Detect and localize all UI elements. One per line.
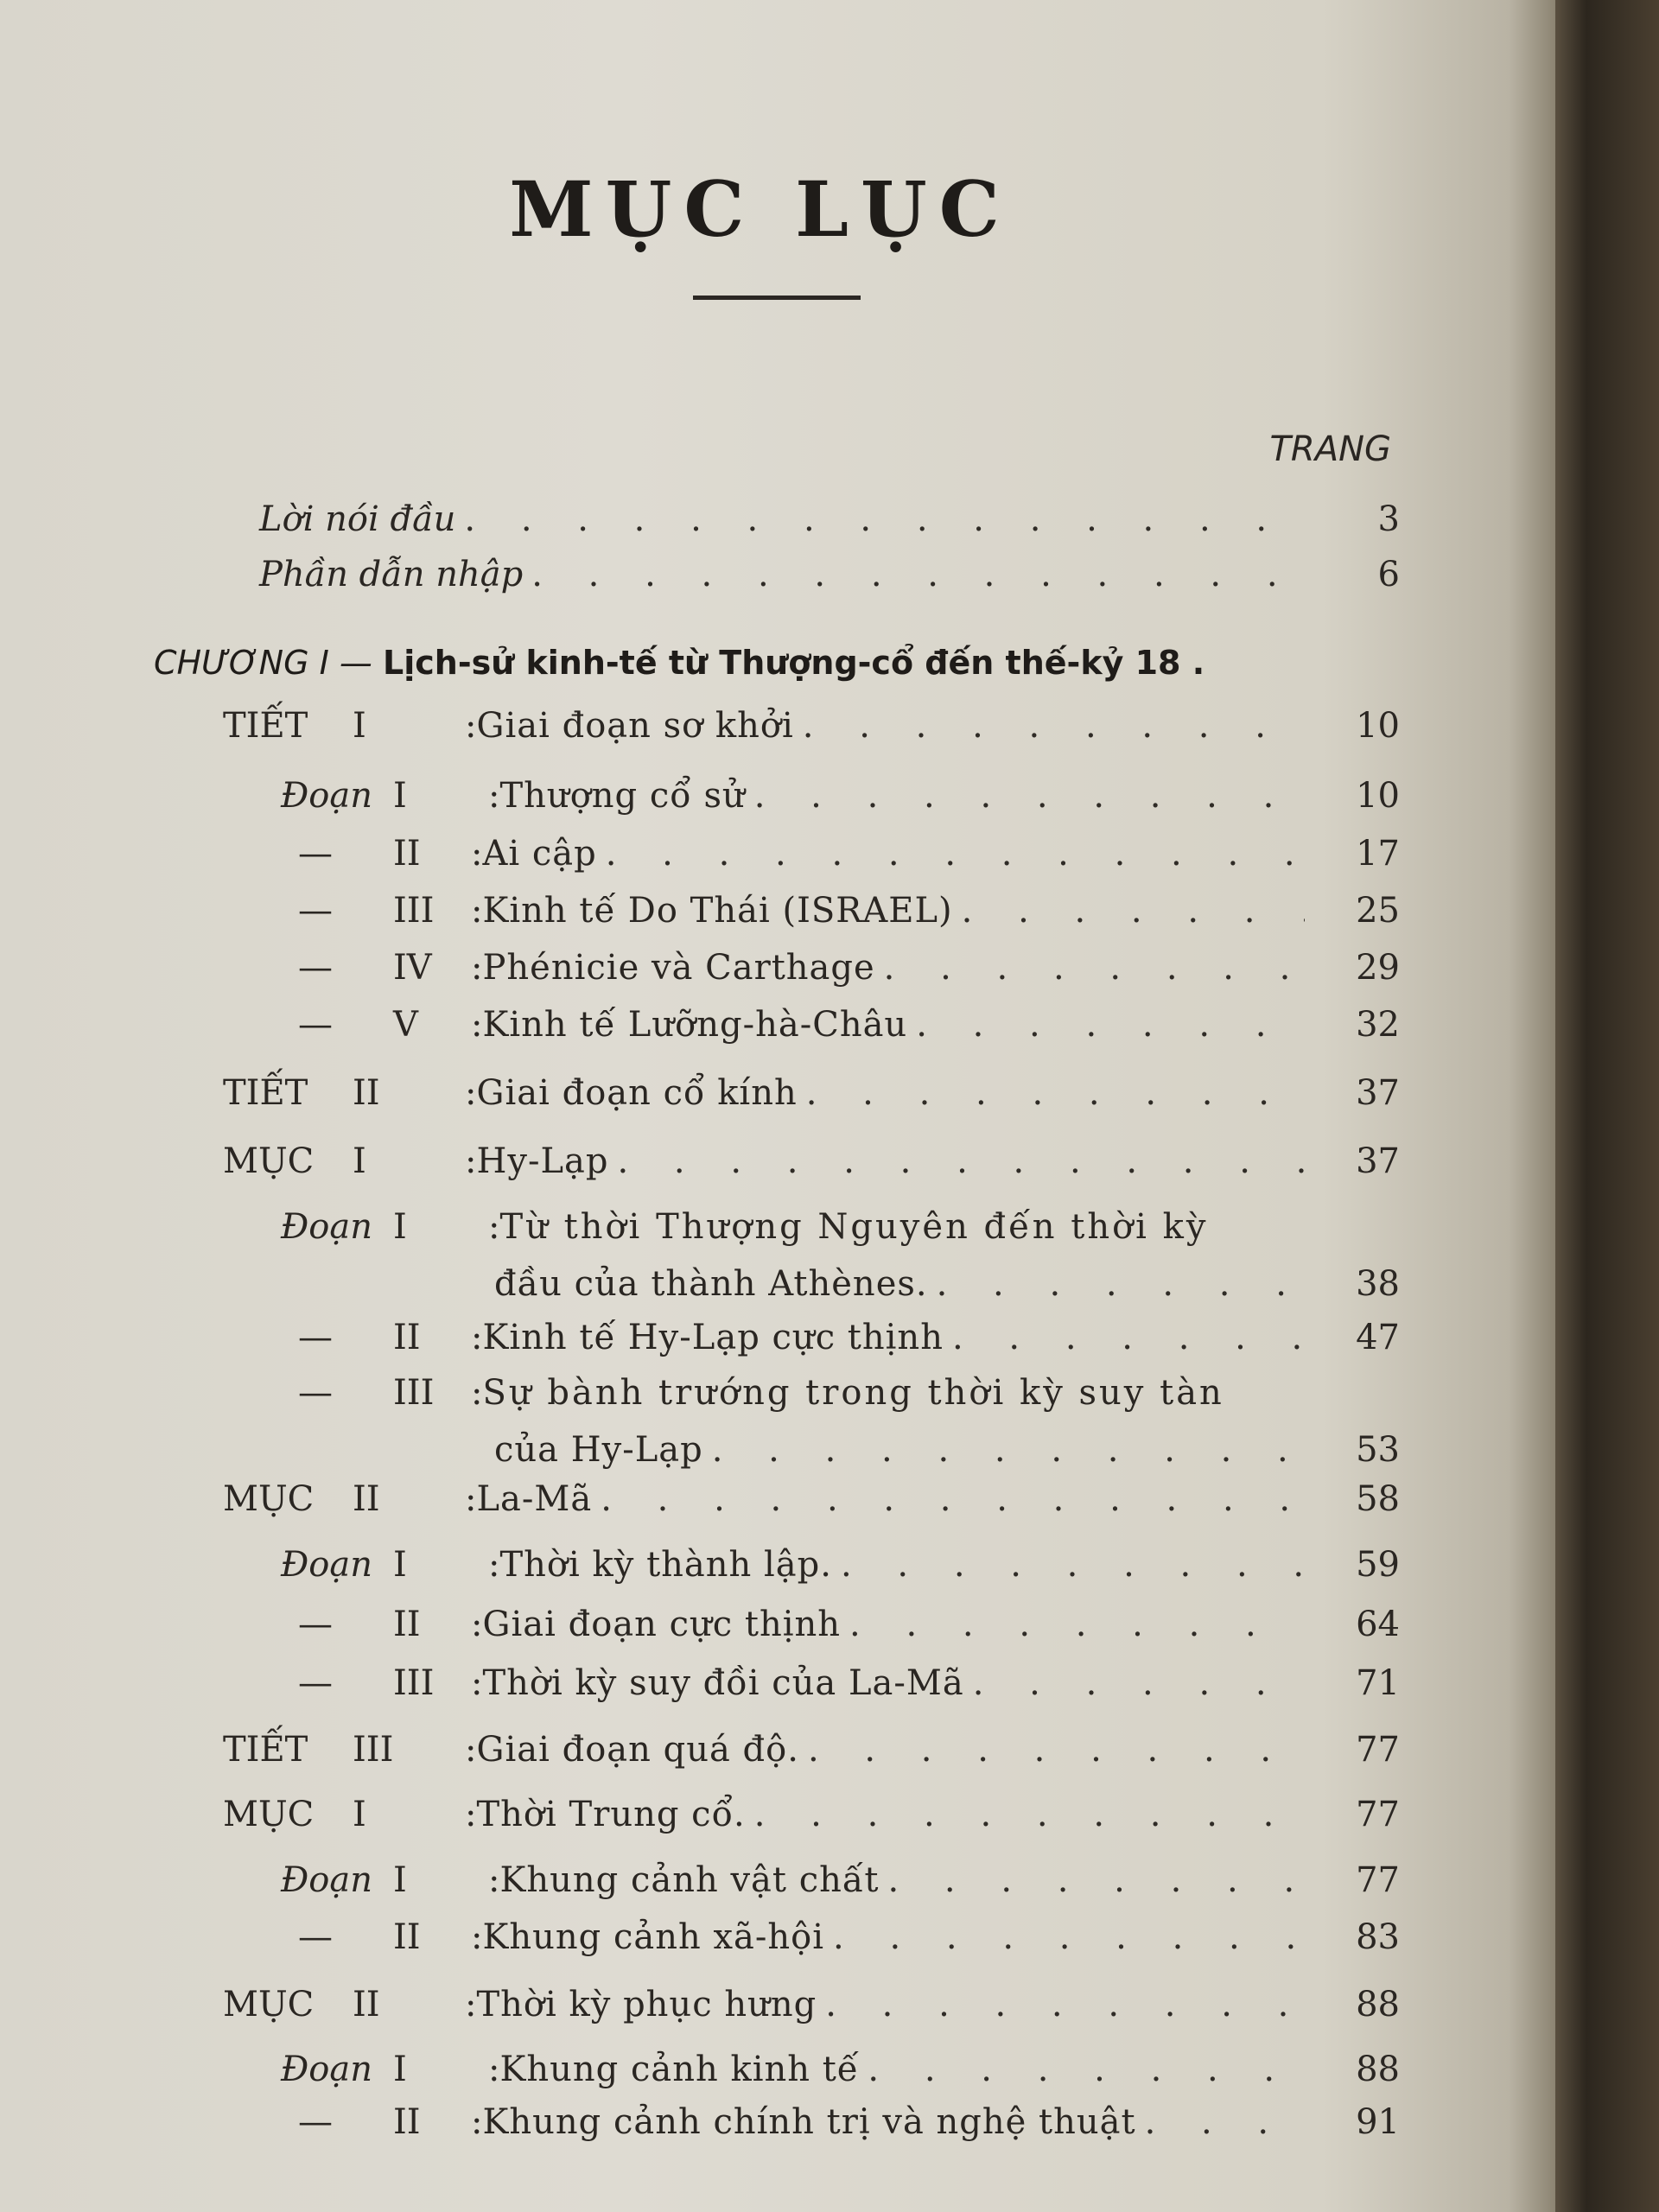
leader-dots	[868, 2050, 1305, 2089]
entry-title: Phần dẫn nhập	[259, 555, 524, 594]
entry-label: Đoạn	[281, 776, 372, 816]
toc-entry	[281, 776, 1400, 824]
entry-title: Phénicie và Carthage	[482, 948, 875, 988]
entry-number: II	[393, 2102, 421, 2142]
leader-dots	[849, 1605, 1305, 1644]
entry-page: 58	[1356, 1479, 1400, 1519]
entry-number: I	[393, 1545, 407, 1585]
entry-label: TIẾT	[223, 1073, 308, 1113]
entry-title: Thời kỳ thành lập.	[499, 1545, 832, 1585]
toc-entry	[281, 2050, 1400, 2098]
leader-dots	[803, 706, 1305, 746]
entry-page: 88	[1356, 2050, 1400, 2089]
entry-page: 59	[1356, 1545, 1400, 1585]
toc-entry	[298, 1663, 1400, 1712]
leader-dots	[937, 1264, 1305, 1304]
entry-number: IV	[393, 948, 432, 988]
entry-colon: :	[465, 1795, 477, 1834]
entry-label: MỤC	[223, 1479, 315, 1519]
entry-page: 77	[1356, 1860, 1400, 1900]
entry-page: 77	[1356, 1795, 1400, 1834]
entry-colon: :	[465, 1985, 477, 2024]
leader-dots	[531, 555, 1305, 594]
entry-title: Kinh tế Lưỡng-hà-Châu	[482, 1005, 908, 1045]
entry-number: II	[393, 1917, 421, 1957]
entry-colon: :	[465, 706, 477, 746]
entry-title: Giai đoạn cổ kính	[476, 1073, 798, 1113]
chapter-heading	[154, 644, 1205, 682]
leader-dots	[806, 1073, 1305, 1113]
entry-title: Sự bành trướng trong thời kỳ suy tàn	[482, 1373, 1224, 1413]
entry-title: Khung cảnh chính trị và nghệ thuật	[482, 2102, 1136, 2142]
entry-number: II	[393, 1318, 421, 1357]
entry-label: MỤC	[223, 1985, 315, 2024]
toc-entry	[298, 1005, 1400, 1053]
entry-colon: :	[471, 2102, 483, 2142]
entry-page: 10	[1356, 776, 1400, 816]
leader-dots	[464, 499, 1305, 539]
page-title: MỤC LỤC	[509, 164, 1012, 254]
entry-title: La-Mã	[476, 1479, 593, 1519]
entry-label: —	[298, 1917, 333, 1957]
leader-dots	[825, 1985, 1305, 2024]
entry-title-continued: đầu của thành Athènes.	[494, 1264, 928, 1304]
entry-colon: :	[471, 1318, 483, 1357]
entry-title: Thời kỳ suy đồi của La-Mã	[482, 1663, 964, 1703]
entry-number: II	[353, 1073, 380, 1113]
entry-number: I	[393, 2050, 407, 2089]
entry-label: Đoạn	[281, 1207, 372, 1247]
leader-dots	[916, 1005, 1305, 1045]
entry-title: Khung cảnh kinh tế	[499, 2050, 860, 2089]
toc-entry	[223, 1073, 1400, 1122]
entry-colon: :	[488, 1860, 500, 1900]
toc-entry	[298, 1373, 1305, 1421]
entry-page: 25	[1356, 891, 1400, 931]
entry-page: 6	[1377, 555, 1400, 594]
entry-page: 77	[1356, 1730, 1400, 1770]
toc-entry	[298, 2102, 1400, 2151]
entry-colon: :	[471, 1663, 483, 1703]
entry-number: II	[353, 1985, 380, 2024]
entry-label: Đoạn	[281, 1545, 372, 1585]
entry-page: 91	[1356, 2102, 1400, 2142]
entry-label: MỤC	[223, 1141, 315, 1181]
entry-label: —	[298, 2102, 333, 2142]
entry-page: 88	[1356, 1985, 1400, 2024]
title-underline	[693, 296, 861, 300]
entry-page: 3	[1377, 499, 1400, 539]
toc-entry	[223, 1730, 1400, 1778]
entry-colon: :	[471, 834, 483, 874]
toc-entry	[298, 891, 1400, 939]
entry-label: Đoạn	[281, 2050, 372, 2089]
toc-entry	[298, 1917, 1400, 1966]
entry-number: III	[393, 1663, 435, 1703]
entry-title: Thượng cổ sử	[499, 776, 746, 816]
entry-colon: :	[471, 1605, 483, 1644]
leader-dots	[754, 1795, 1305, 1834]
leader-dots	[808, 1730, 1305, 1770]
toc-entry	[298, 948, 1400, 996]
entry-title: Giai đoạn cực thịnh	[482, 1605, 842, 1644]
leader-dots	[618, 1141, 1306, 1181]
entry-number: I	[353, 706, 366, 746]
entry-title: Lời nói đầu	[259, 499, 456, 539]
toc-entry	[298, 1605, 1400, 1653]
entry-title: Giai đoạn quá độ.	[476, 1730, 799, 1770]
entry-number: II	[393, 834, 421, 874]
entry-title: Kinh tế Hy-Lạp cực thịnh	[482, 1318, 944, 1357]
toc-entry-continuation	[494, 1264, 1400, 1313]
entry-page: 32	[1356, 1005, 1400, 1045]
entry-page: 83	[1356, 1917, 1400, 1957]
book-spine	[1555, 0, 1659, 2212]
leader-dots	[962, 891, 1305, 931]
entry-label: —	[298, 1318, 333, 1357]
entry-colon: :	[488, 1545, 500, 1585]
leader-dots	[601, 1479, 1305, 1519]
entry-title: Thời kỳ phục hưng	[476, 1985, 817, 2024]
entry-number: I	[393, 1860, 407, 1900]
entry-label: —	[298, 1663, 333, 1703]
leader-dots	[887, 1860, 1305, 1900]
leader-dots	[841, 1545, 1305, 1585]
entry-label: —	[298, 891, 333, 931]
entry-page: 47	[1356, 1318, 1400, 1357]
toc-entry	[259, 555, 1400, 603]
leader-dots	[606, 834, 1305, 874]
toc-entry	[281, 1545, 1400, 1593]
entry-label: —	[298, 834, 333, 874]
entry-number: II	[393, 1605, 421, 1644]
entry-label: MỤC	[223, 1795, 315, 1834]
entry-title: Ai cập	[482, 834, 597, 874]
entry-colon: :	[465, 1730, 477, 1770]
entry-colon: :	[471, 948, 483, 988]
entry-page: 37	[1356, 1141, 1400, 1181]
entry-number: I	[353, 1141, 366, 1181]
toc-entry	[223, 1479, 1400, 1528]
leader-dots	[973, 1663, 1305, 1703]
entry-number: III	[393, 1373, 435, 1413]
chapter-title: Lịch-sử kinh-tế từ Thượng-cổ đến thế-kỷ 18 .	[383, 644, 1205, 682]
entry-colon: :	[488, 776, 500, 816]
entry-label: TIẾT	[223, 1730, 308, 1770]
leader-dots	[884, 948, 1305, 988]
page-column-label: TRANG	[1269, 429, 1391, 469]
entry-number: III	[353, 1730, 394, 1770]
entry-page: 53	[1356, 1430, 1400, 1470]
entry-colon: :	[488, 2050, 500, 2089]
entry-number: V	[393, 1005, 418, 1045]
entry-page: 38	[1356, 1264, 1400, 1304]
toc-entry	[259, 499, 1400, 548]
entry-page: 64	[1356, 1605, 1400, 1644]
entry-number: I	[353, 1795, 366, 1834]
entry-colon: :	[471, 891, 483, 931]
chapter-label: CHƯƠNG I —	[154, 644, 372, 682]
leader-dots	[754, 776, 1305, 816]
entry-title: Giai đoạn sơ khởi	[476, 706, 794, 746]
toc-entry	[281, 1207, 1305, 1255]
toc-entry	[298, 834, 1400, 882]
toc-entry	[298, 1318, 1400, 1366]
leader-dots	[952, 1318, 1305, 1357]
entry-number: I	[393, 1207, 407, 1247]
toc-entry-continuation	[494, 1430, 1400, 1478]
entry-label: —	[298, 1605, 333, 1644]
entry-title-continued: của Hy-Lạp	[494, 1430, 703, 1470]
toc-entry	[223, 1985, 1400, 2033]
leader-dots	[1145, 2102, 1305, 2142]
entry-number: III	[393, 891, 435, 931]
entry-title: Kinh tế Do Thái (ISRAEL)	[482, 891, 953, 931]
toc-entry	[223, 706, 1400, 754]
entry-page: 37	[1356, 1073, 1400, 1113]
entry-page: 29	[1356, 948, 1400, 988]
leader-dots	[833, 1917, 1305, 1957]
entry-title: Từ thời Thượng Nguyên đến thời kỳ	[499, 1207, 1209, 1247]
entry-number: II	[353, 1479, 380, 1519]
entry-colon: :	[471, 1917, 483, 1957]
leader-dots	[712, 1430, 1305, 1470]
entry-label: —	[298, 948, 333, 988]
entry-title: Hy-Lạp	[476, 1141, 609, 1181]
entry-title: Thời Trung cổ.	[476, 1795, 746, 1834]
entry-page: 17	[1356, 834, 1400, 874]
entry-colon: :	[465, 1073, 477, 1113]
entry-page: 71	[1356, 1663, 1400, 1703]
toc-entry	[223, 1141, 1400, 1190]
entry-label: —	[298, 1005, 333, 1045]
toc-entry	[281, 1860, 1400, 1909]
entry-colon: :	[471, 1373, 483, 1413]
entry-colon: :	[465, 1479, 477, 1519]
entry-label: TIẾT	[223, 706, 308, 746]
entry-colon: :	[465, 1141, 477, 1181]
entry-colon: :	[488, 1207, 500, 1247]
entry-label: —	[298, 1373, 333, 1413]
entry-title: Khung cảnh vật chất	[499, 1860, 880, 1900]
entry-title: Khung cảnh xã-hội	[482, 1917, 825, 1957]
toc-entry	[223, 1795, 1400, 1843]
entry-number: I	[393, 776, 407, 816]
entry-page: 10	[1356, 706, 1400, 746]
entry-label: Đoạn	[281, 1860, 372, 1900]
entry-colon: :	[471, 1005, 483, 1045]
